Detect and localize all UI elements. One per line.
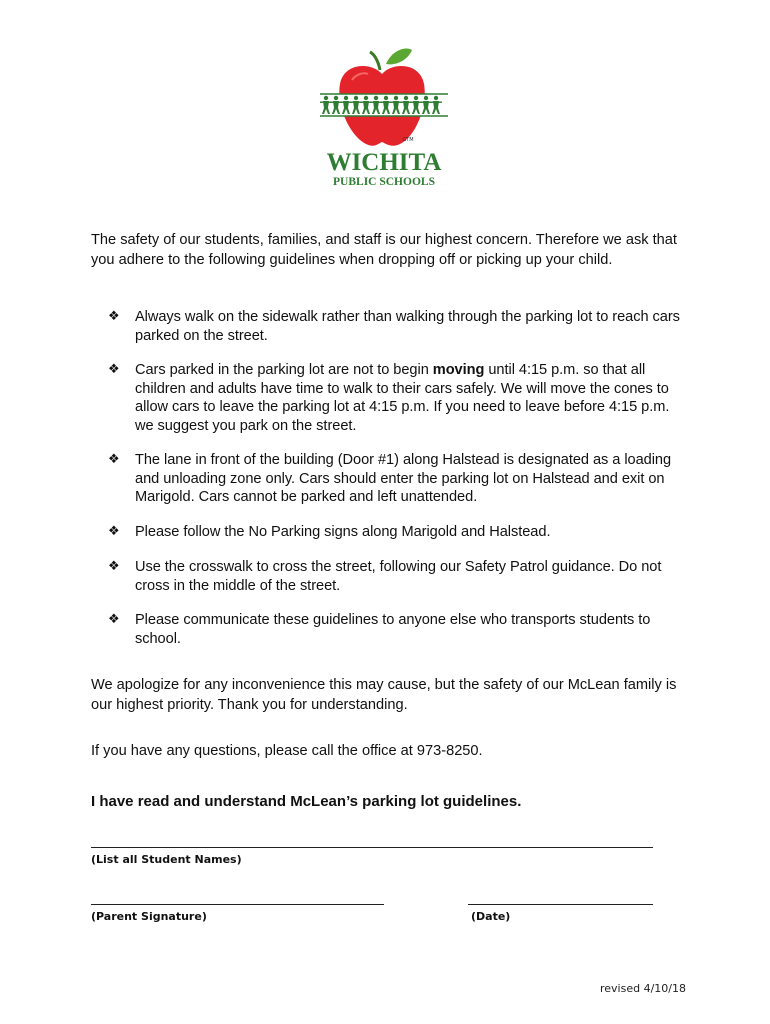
guideline-text: Please communicate these guidelines to anyone else who transports students to school. <box>135 612 651 647</box>
apple-logo-graphic <box>316 44 452 190</box>
student-names-line[interactable] <box>91 847 653 848</box>
acknowledgement-heading: I have read and understand McLean’s parking lot guidelines. <box>91 793 522 810</box>
date-line[interactable] <box>468 904 653 905</box>
diamond-bullet-icon: ❖ <box>108 612 120 627</box>
diamond-bullet-icon: ❖ <box>108 559 120 574</box>
guideline-item <box>100 611 690 648</box>
questions-paragraph: If you have any questions, please call the office at 973-8250. <box>91 743 483 759</box>
guideline-text: Always walk on the sidewalk rather than walking through the parking lot to reach cars parked on the street. <box>135 309 680 344</box>
guideline-item <box>100 308 690 345</box>
leaf-icon <box>386 49 412 65</box>
guideline-emphasis: moving <box>432 362 485 378</box>
logo-wordmark: WICHITA <box>326 149 442 176</box>
diamond-bullet-icon: ❖ <box>108 523 120 539</box>
guidelines-list <box>100 308 690 648</box>
intro-paragraph: The safety of our students, families, and staff is our highest concern. Therefore we ask that you adhere to the following guidelines when dropping off or picking up your child. <box>91 232 677 268</box>
guideline-text-after: until 4:15 p.m. so that all children and adults have time to walk to their cars safely. We will move the cones to allow cars to leave the parking lot at 4:15 p.m. If you need to leave before 4:15 p.m. we suggest you park on the street. <box>135 362 670 434</box>
wichita-public-schools-logo <box>316 44 452 190</box>
revision-date: revised 4/10/18 <box>600 982 686 995</box>
guideline-item <box>100 558 690 595</box>
guideline-item <box>100 451 690 507</box>
diamond-bullet-icon: ❖ <box>108 309 120 324</box>
guideline-item <box>100 523 690 542</box>
apology-paragraph: We apologize for any inconvenience this may cause, but the safety of our McLean family is our highest priority. Thank you for understanding. <box>91 677 677 713</box>
parent-signature-label: (Parent Signature) <box>91 910 207 923</box>
diamond-bullet-icon: ❖ <box>108 362 120 377</box>
guideline-item <box>100 361 690 435</box>
guideline-text: Please follow the No Parking signs along Marigold and Halstead. <box>135 523 551 540</box>
date-label: (Date) <box>471 910 511 923</box>
diamond-bullet-icon: ❖ <box>108 452 120 467</box>
logo-subtitle: PUBLIC SCHOOLS <box>333 176 435 188</box>
guideline-text: The lane in front of the building (Door #1) along Halstead is designated as a loading and unloading zone only. Cars should enter the parking lot on Halstead and exit on Marigold. Cars cannot be parked and left unattended. <box>135 452 672 505</box>
svg-text:GTM: GTM <box>402 137 414 143</box>
parent-signature-line[interactable] <box>91 904 384 905</box>
guideline-text-before: Cars parked in the parking lot are not to begin <box>135 362 433 378</box>
student-names-label: (List all Student Names) <box>91 853 242 866</box>
guideline-text: Use the crosswalk to cross the street, following our Safety Patrol guidance. Do not cross in the middle of the street. <box>135 559 662 594</box>
